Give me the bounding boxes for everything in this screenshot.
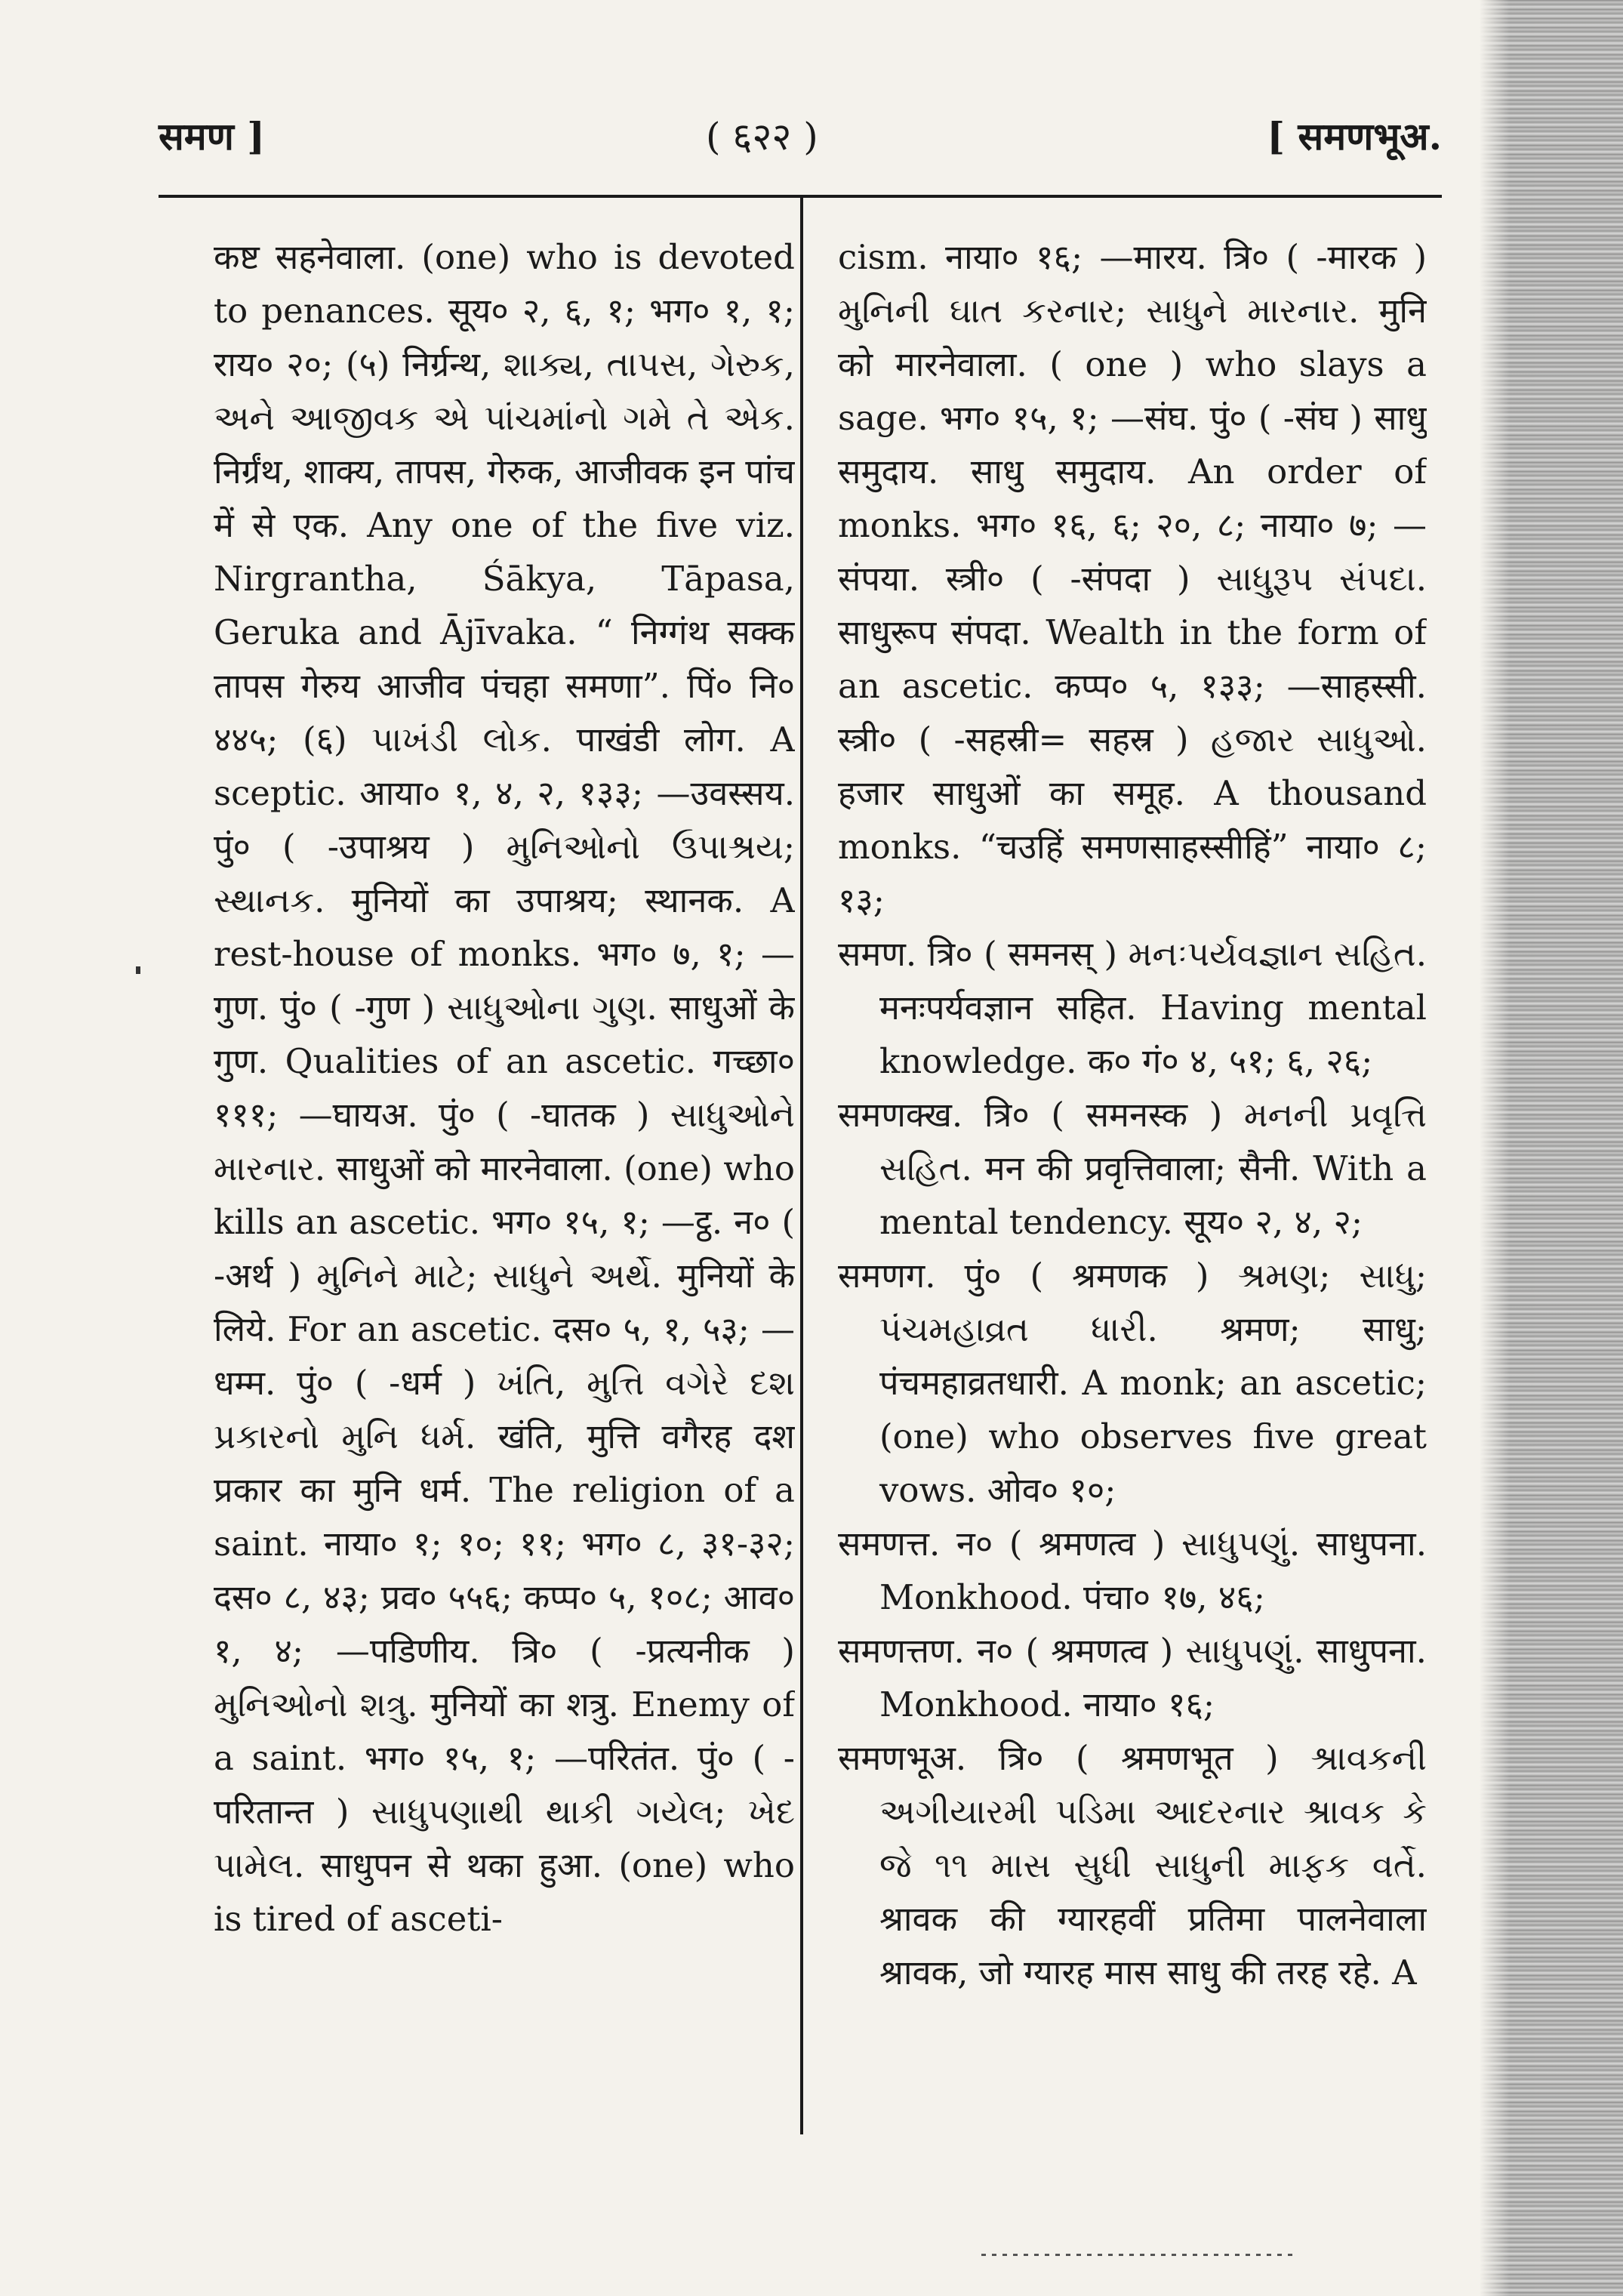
dictionary-entry	[838, 927, 1427, 1088]
entry-text: समणक्ख. त्रि० ( समनस्क ) મનની પ્રવૃત્તિ સહિત. मन की प्रवृत्तिवाला; सैनी. With a mental tendency. सूय० २, ४, २;	[838, 1095, 1427, 1242]
dictionary-entry-continued	[838, 230, 1427, 927]
header-right-guideword: [ समणभूअ.	[1267, 114, 1442, 159]
entry-text: कष्ट सहनेवाला. (one) who is devoted to penances. सूय० २, ६, १; भग० १, १; राय० २०; (५) निर्ग्रन्थ, શાક્ય, તાપસ, ગેરુક, અને આજીવક એ પાંચમાંનો ગમે તે એક. निर्ग्रंथ, शाक्य, तापस, गेरुक, आजीवक इन पांच में से एक. Any one of the five viz. Nirgrantha, Śākya, Tāpasa, Geruka and Ājīvaka. “ निग्गंथ सक्क तापस गेरुय आजीव पंचहा समणा”. पिं० नि० ४४५; (६) પાખંડી લોક. पाखंडी लोग. A sceptic. आया० १, ४, २, १३३; —उवस्सय. पुं० ( -उपाश्रय ) મુનિઓનો ઉપાશ્રય; સ્થાનક. मुनियों का उपाश्रय; स्थानक. A rest-house of monks. भग० ७, १; —गुण. पुं० ( -गुण ) સાધુઓના ગુણ. साधुओं के गुण. Qualities of an ascetic. गच्छा० १११; —घायअ. पुं० ( -घातक ) સાધુઓને મારનાર. साधुओं को मारनेवाला. (one) who kills an ascetic. भग० १५, १; —ट्ठ. न० ( -अर्थ ) મુનિને માટે; સાધુને અર્થે. मुनियों के लिये. For an ascetic. दस० ५, १, ५३; —धम्म. पुं० ( -धर्म ) ખંતિ, મુત્તિ વગેરે દશ પ્રકારનો મુનિ ધર્મ. खंति, मुत्ति वगैरह दश प्रकार का मुनि धर्म. The religion of a saint. नाया० १; १०; ११; भग० ८, ३१-३२; दस० ८, ४३; प्रव० ५५६; कप्प० ५, १०८; आव० १, ४; —पडिणीय. त्रि० ( -प्रत्यनीक ) મુનિઓનો શત્રુ. मुनियों का शत्रु. Enemy of a saint. भग० १५, १; —परितंत. पुं० ( -परितान्त ) સાધુપણાથી થાકી ગયેલ; ખેદ પામેલ. साधुपन से थका हुआ. (one) who is tired of asceti-	[214, 237, 795, 1939]
right-column	[838, 230, 1427, 2163]
scanned-page-edge	[1480, 0, 1623, 2296]
dictionary-entry-continued	[214, 230, 795, 1946]
entry-text: समण. त्रि० ( समनस् ) મનઃપર્યવજ્ઞાન સહિત. मनःपर्यवज्ञान सहित. Having mental knowledge. क० गं० ४, ५१; ६, २६;	[838, 934, 1427, 1081]
dictionary-entry	[838, 1624, 1427, 1731]
entry-text: समणग. पुं० ( श्रमणक ) શ્રમણ; સાધુ; પંચમહાવ્રત ધારી. श्रमण; साधु; पंचमहाव्रतधारी. A monk; an ascetic; (one) who observes five great vows. ओव० १०;	[838, 1256, 1427, 1510]
dictionary-entry	[838, 1088, 1427, 1249]
header-left-guideword: समण ]	[159, 114, 265, 159]
page-header	[159, 109, 1442, 170]
dictionary-entry	[838, 1731, 1427, 1999]
page-number: ( ६२२ )	[706, 115, 818, 159]
column-divider	[800, 198, 803, 2134]
entry-text: समणभूअ. त्रि० ( श्रमणभूत ) શ્રાવકની અગીયારમી પડિમા આદરનાર શ્રાવક કે જે ૧૧ માસ સુધી સાધુની માફક વર્તે. श्रावक की ग्यारहवीं प्रतिमा पालनेवाला श्रावक, जो ग्यारह मास साधु की तरह रहे. A	[838, 1738, 1427, 1992]
left-column	[214, 230, 795, 2163]
entry-text: cism. नाया० १६; —मारय. त्रि० ( -मारक ) મુનિની ઘાત કરનાર; સાધુને મારનાર. मुनि को मारनेवाला. ( one ) who slays a sage. भग० १५, १; —संघ. पुं० ( -संघ ) साधु समुदाय. साधु समुदाय. An order of monks. भग० १६, ६; २०, ८; नाया० ७; —संपया. स्त्री० ( -संपदा ) સાધુરૂપ સંપદા. साधुरूप संपदा. Wealth in the form of an ascetic. कप्प० ५, १३३; —साहस्सी. स्त्री० ( -सहस्री= सहस्र ) હજાર સાધુઓ. हजार साधुओं का समूह. A thousand monks. “चउहिं समणसाहस्सीहिं” नाया० ८; १३;	[838, 237, 1427, 920]
entry-text: समणत्तण. न० ( श्रमणत्व ) સાધુપણું. साधुपना. Monkhood. नाया० १६;	[838, 1631, 1427, 1724]
margin-mark	[136, 966, 140, 974]
dictionary-entry	[838, 1517, 1427, 1624]
scan-artifact	[981, 2254, 1298, 2256]
entry-text: समणत्त. न० ( श्रमणत्व ) સાધુપણું. साधुपना. Monkhood. पंचा० १७, ४६;	[838, 1524, 1427, 1617]
dictionary-entry	[838, 1249, 1427, 1517]
